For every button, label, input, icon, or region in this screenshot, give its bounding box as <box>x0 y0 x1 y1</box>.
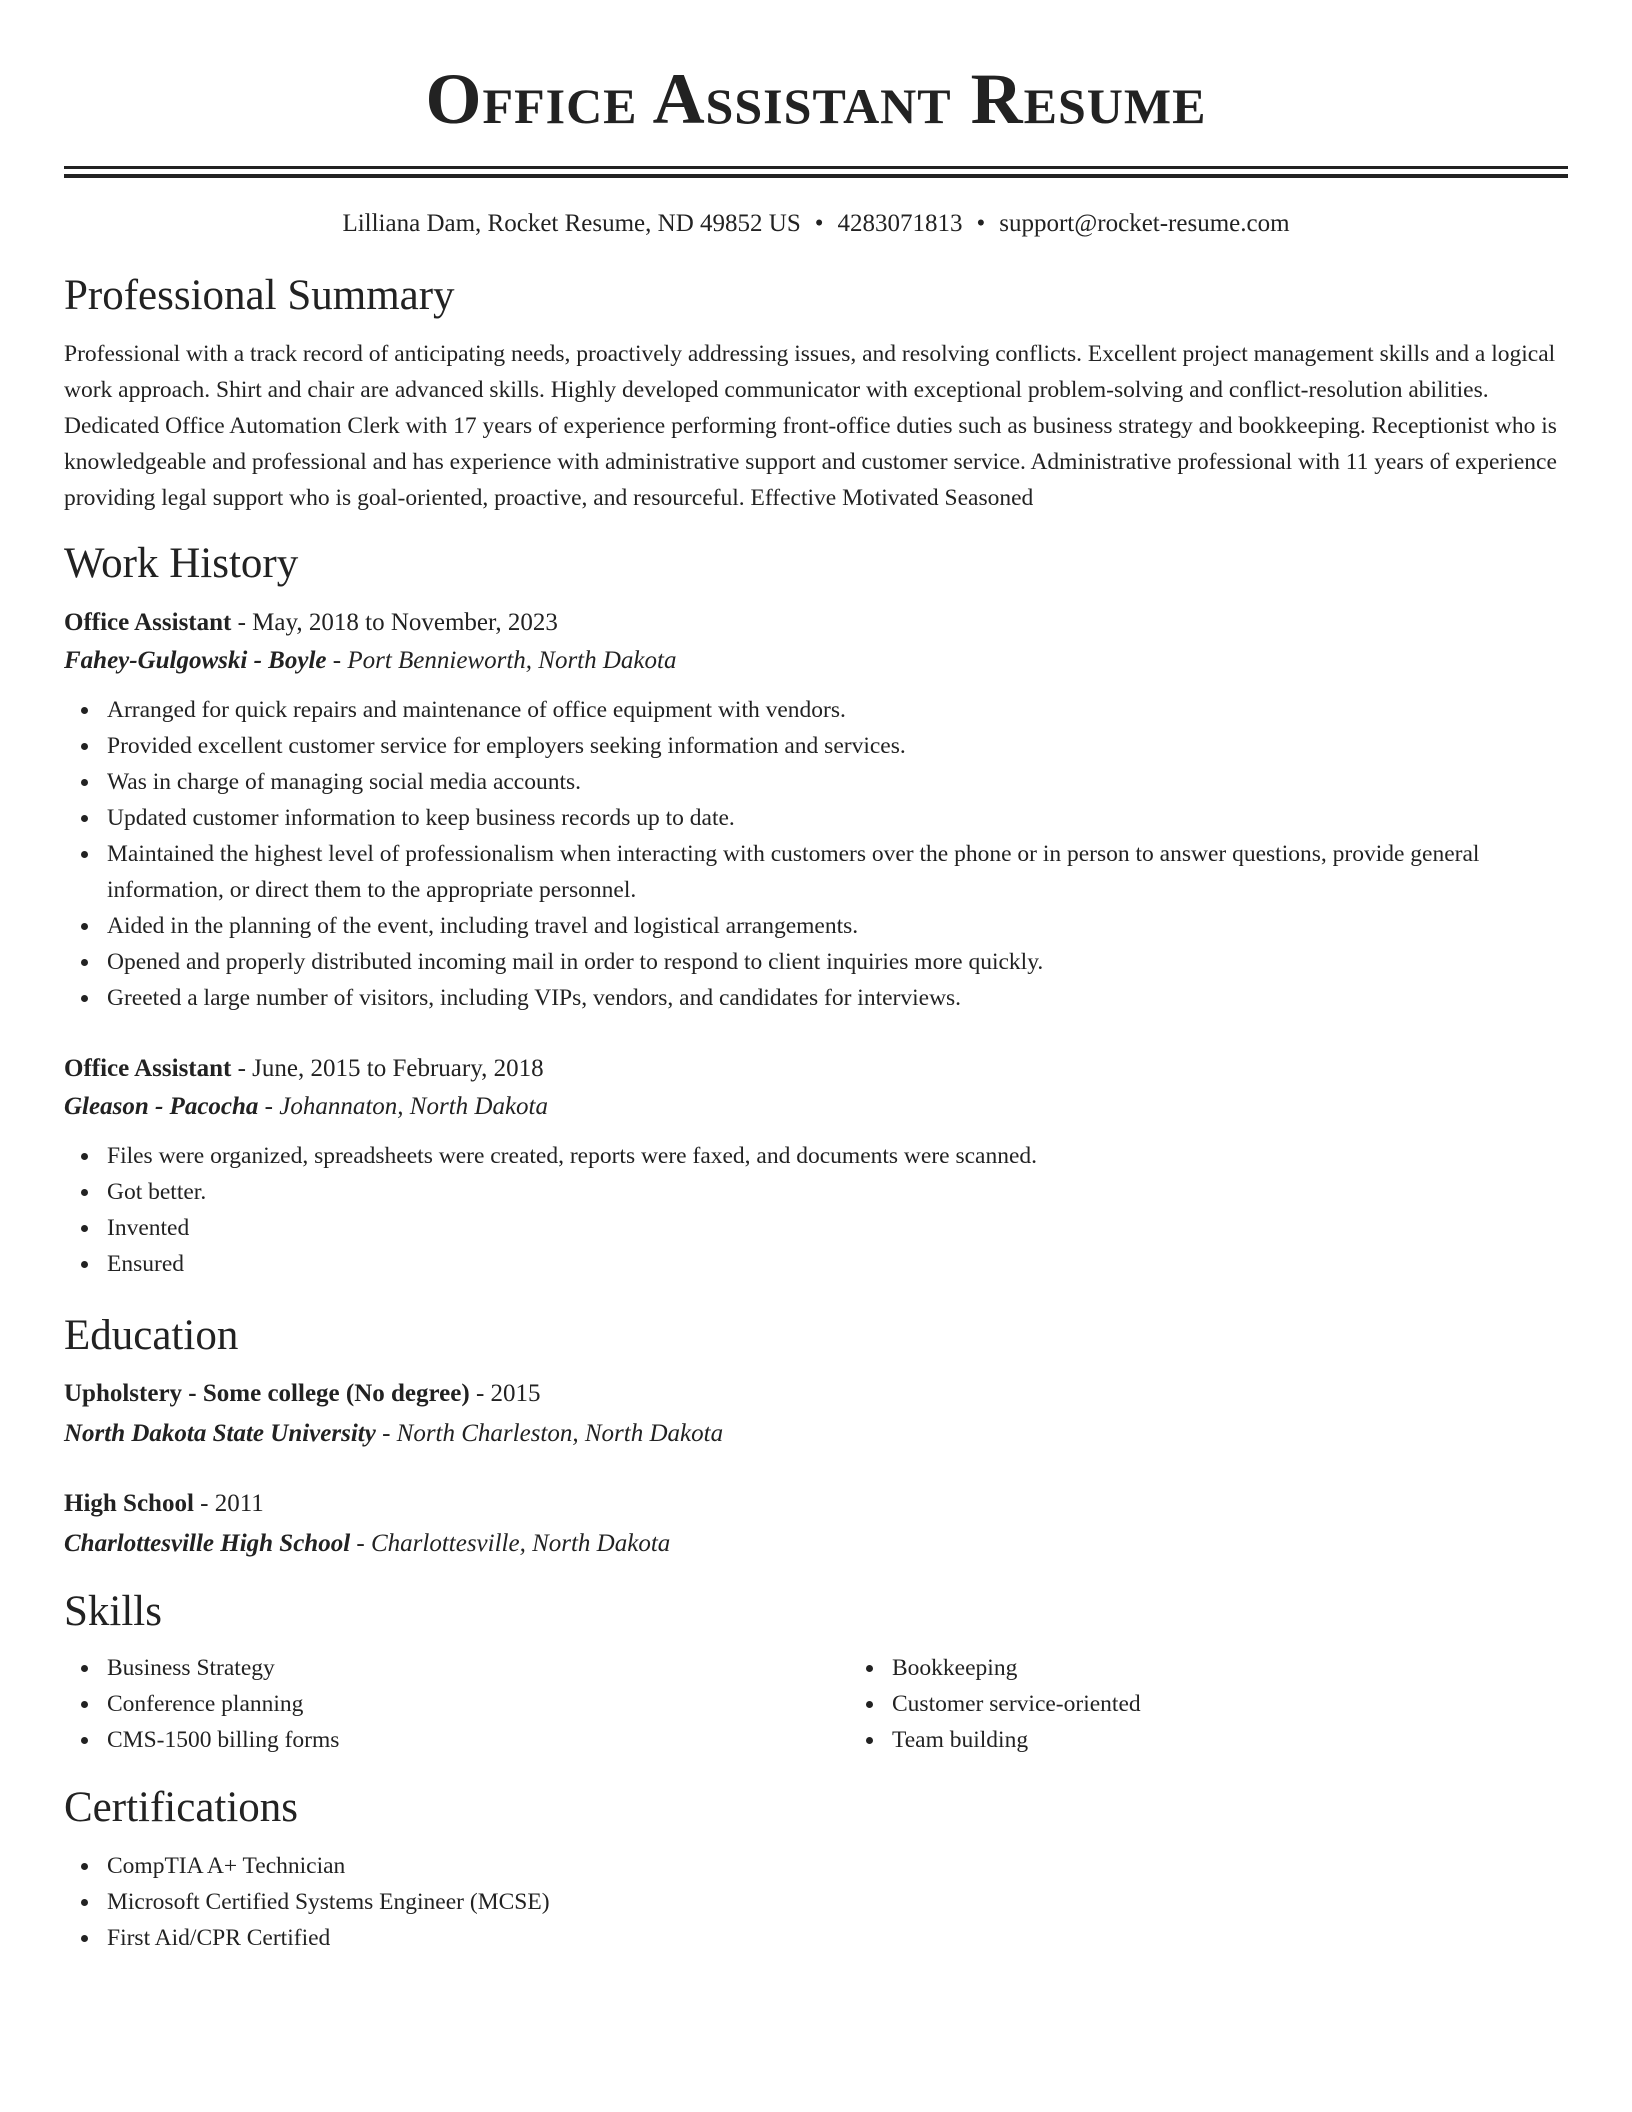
job-employer: Fahey-Gulgowski - Boyle <box>64 647 327 674</box>
job-duty: Greeted a large number of visitors, including VIPs, vendors, and candidates for interviews. <box>107 980 1568 1016</box>
job-location: - Port Bennieworth, North Dakota <box>326 647 677 674</box>
skill-item: Team building <box>892 1722 1632 1758</box>
work-history-section <box>64 536 1568 1282</box>
education-location: - Charlottesville, North Dakota <box>350 1530 671 1557</box>
job-dates: - May, 2018 to November, 2023 <box>231 609 558 636</box>
education-school-line <box>64 1524 1568 1564</box>
job-employer-line <box>64 1088 1568 1126</box>
summary-section <box>64 268 1568 516</box>
contact-line <box>64 206 1568 242</box>
job-duty: Arranged for quick repairs and maintenance of office equipment with vendors. <box>107 692 1568 728</box>
contact-phone: 4283071813 <box>837 210 963 237</box>
contact-address: Lilliana Dam, Rocket Resume, ND 49852 US <box>342 210 801 237</box>
job-duties-list <box>64 1138 1568 1282</box>
education-entry <box>64 1374 1568 1454</box>
work-history-heading: Work History <box>64 540 299 587</box>
job-duty: Got better. <box>107 1174 1568 1210</box>
skills-list-left <box>64 1650 849 1758</box>
certifications-section <box>64 1780 1568 1956</box>
job-location: - Johannaton, North Dakota <box>258 1093 548 1120</box>
certification-item: CompTIA A+ Technician <box>107 1848 1568 1884</box>
education-school-line <box>64 1414 1568 1454</box>
title-double-rule <box>64 166 1568 170</box>
certifications-heading: Certifications <box>64 1784 299 1831</box>
job-duties-list <box>64 692 1568 1016</box>
certifications-list <box>64 1848 1568 1956</box>
skills-columns <box>64 1650 1568 1758</box>
contact-separator: • <box>976 210 986 237</box>
resume-title: Office Assistant Resume <box>425 59 1207 139</box>
education-year: - 2011 <box>193 1490 264 1517</box>
skills-list-right <box>849 1650 1632 1758</box>
job-employer: Gleason - Pacocha <box>64 1093 259 1120</box>
contact-email: support@rocket-resume.com <box>999 210 1290 237</box>
education-degree-line <box>64 1484 1568 1524</box>
summary-text: Professional with a track record of anticipating needs, proactively addressing issues, and resolving conflicts. Excellent project management skills and a logical work approach. Shirt and chair are advanced skills. Highly developed communicator with exceptional problem-solving and conflict-resolution abilities. Dedicated Office Automation Clerk with 17 years of experience performing front-office duties such as business strategy and bookkeeping. Receptionist who is knowledgeable and professional and has experience with administrative support and customer service. Administrative professional with 11 years of experience providing legal support who is goal-oriented, proactive, and resourceful. Effective Motivated Seasoned <box>64 341 1557 511</box>
skills-heading: Skills <box>64 1588 162 1635</box>
certification-item: Microsoft Certified Systems Engineer (MCSE) <box>107 1884 1568 1920</box>
job-duty: Maintained the highest level of professionalism when interacting with customers over the phone or in person to answer questions, provide general information, or direct them to the appropriate personnel. <box>107 836 1568 908</box>
job-employer-line <box>64 642 1568 680</box>
education-school: North Dakota State University <box>64 1420 376 1447</box>
education-school: Charlottesville High School <box>64 1530 351 1557</box>
job-duty: Opened and properly distributed incoming mail in order to respond to client inquiries more quickly. <box>107 944 1568 980</box>
job-title-line <box>64 604 1568 642</box>
job-title: Office Assistant <box>64 609 232 636</box>
job-duty: Files were organized, spreadsheets were created, reports were faxed, and documents were scanned. <box>107 1138 1568 1174</box>
education-degree: Upholstery - Some college (No degree) <box>64 1380 470 1407</box>
contact-separator: • <box>814 210 824 237</box>
skill-item: CMS-1500 billing forms <box>107 1722 849 1758</box>
job-duty: Aided in the planning of the event, including travel and logistical arrangements. <box>107 908 1568 944</box>
education-entry <box>64 1484 1568 1564</box>
job-title-line <box>64 1050 1568 1088</box>
job-title: Office Assistant <box>64 1055 232 1082</box>
job-duty: Ensured <box>107 1246 1568 1282</box>
skill-item: Business Strategy <box>107 1650 849 1686</box>
job-dates: - June, 2015 to February, 2018 <box>231 1055 544 1082</box>
job-entry <box>64 1050 1568 1282</box>
education-location: - North Charleston, North Dakota <box>375 1420 724 1447</box>
education-year: - 2015 <box>469 1380 541 1407</box>
summary-heading: Professional Summary <box>64 272 455 319</box>
job-duty: Was in charge of managing social media accounts. <box>107 764 1568 800</box>
job-duty: Provided excellent customer service for employers seeking information and services. <box>107 728 1568 764</box>
skill-item: Bookkeeping <box>892 1650 1632 1686</box>
skill-item: Customer service-oriented <box>892 1686 1632 1722</box>
education-section <box>64 1308 1568 1564</box>
education-degree-line <box>64 1374 1568 1414</box>
education-degree: High School <box>64 1490 194 1517</box>
job-entry <box>64 604 1568 1016</box>
education-heading: Education <box>64 1312 239 1359</box>
job-duty: Updated customer information to keep business records up to date. <box>107 800 1568 836</box>
certification-item: First Aid/CPR Certified <box>107 1920 1568 1956</box>
skill-item: Conference planning <box>107 1686 849 1722</box>
job-duty: Invented <box>107 1210 1568 1246</box>
skills-section <box>64 1584 1568 1758</box>
